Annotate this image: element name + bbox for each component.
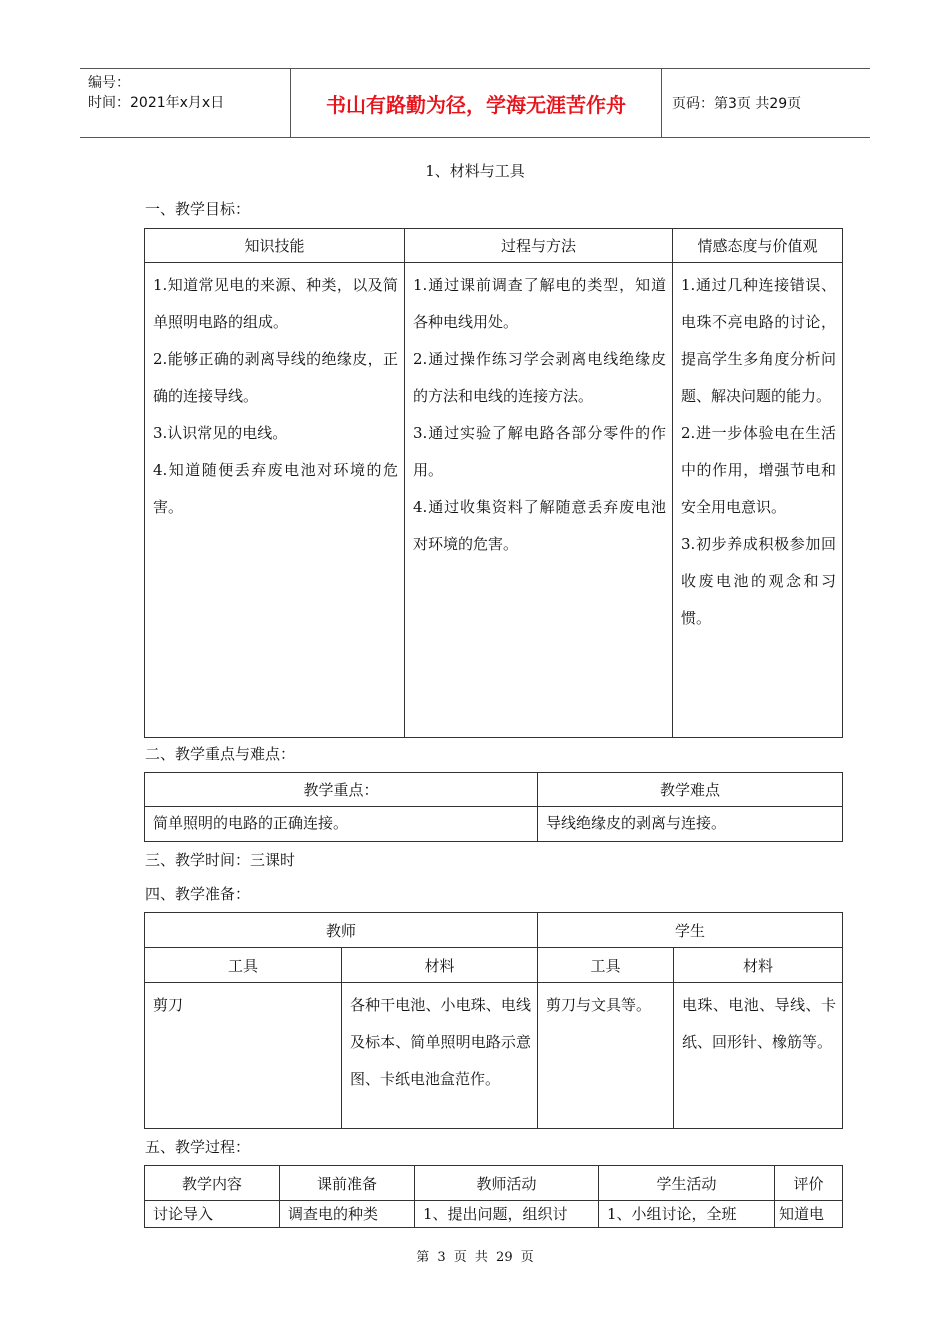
goals-process-cell [405, 263, 673, 738]
page-header [80, 68, 870, 138]
section-goals-heading: 一、教学目标： [145, 200, 251, 218]
key-difficulty-cell [538, 807, 843, 842]
header-motto: 书山有路勤为径，学海无涯苦作舟 [290, 69, 662, 137]
lesson-title: 1、材料与工具 [425, 162, 525, 180]
process-cell-text: 调查电的种类 [288, 1205, 379, 1223]
process-header-teacher: 教师活动 [415, 1166, 599, 1201]
goal-item: 3.初步养成积极参加回收废电池的观念和习惯。 [681, 535, 836, 627]
key-difficulty-text: 导线绝缘皮的剥离与连接。 [546, 814, 727, 832]
prep-teacher-tools-text: 剪刀 [153, 996, 184, 1014]
key-focus-cell [145, 807, 538, 842]
prep-student-tools-cell [538, 983, 674, 1129]
process-header-content: 教学内容 [145, 1166, 280, 1201]
process-cell-text: 1、提出问题，组织讨 [423, 1205, 568, 1223]
section-time-heading: 三、教学时间：三课时 [145, 851, 296, 869]
prep-teacher-tools-cell [145, 983, 342, 1129]
prep-teacher-materials-header: 材料 [342, 948, 538, 983]
prep-table [144, 912, 843, 1129]
doc-time-label: 时间：2021年x月x日 [88, 95, 225, 111]
prep-teacher-materials-cell [342, 983, 538, 1129]
goals-knowledge-cell [145, 263, 405, 738]
prep-teacher-header: 教师 [145, 913, 538, 948]
goal-item: 4.通过收集资料了解随意丢弃废电池对环境的危害。 [413, 498, 666, 553]
header-page-info: 页码：第3页 共29页 [672, 96, 802, 112]
process-cell [145, 1201, 280, 1228]
prep-student-tools-text: 剪刀与文具等。 [546, 996, 652, 1014]
process-table [144, 1165, 843, 1228]
goal-item: 1.通过课前调查了解电的类型，知道各种电线用处。 [413, 276, 666, 331]
goal-item: 3.通过实验了解电路各部分零件的作用。 [413, 424, 666, 479]
process-cell-text: 1、小组讨论，全班 [607, 1205, 737, 1223]
goal-item: 2.通过操作练习学会剥离电线绝缘皮的方法和电线的连接方法。 [413, 350, 666, 405]
key-focus-text: 简单照明的电路的正确连接。 [153, 814, 349, 832]
process-cell [415, 1201, 599, 1228]
prep-student-materials-header: 材料 [674, 948, 843, 983]
process-cell [599, 1201, 775, 1228]
goal-item: 1.通过几种连接错误、电珠不亮电路的讨论，提高学生多角度分析问题、解决问题的能力。 [681, 276, 836, 405]
page-footer: 第 3 页 共 29 页 [416, 1250, 534, 1265]
section-prep-heading: 四、教学准备： [145, 885, 251, 903]
prep-teacher-materials-text: 各种干电池、小电珠、电线及标本、简单照明电路示意图、卡纸电池盒范作。 [350, 996, 531, 1088]
prep-student-materials-cell [674, 983, 843, 1129]
goals-header-knowledge: 知识技能 [145, 229, 405, 263]
goals-header-process: 过程与方法 [405, 229, 673, 263]
prep-student-header: 学生 [538, 913, 843, 948]
goal-item: 3.认识常见的电线。 [153, 424, 288, 442]
process-header-eval: 评价 [775, 1166, 843, 1201]
key-header-focus: 教学重点： [145, 773, 538, 807]
prep-student-tools-header: 工具 [538, 948, 674, 983]
goal-item: 2.能够正确的剥离导线的绝缘皮，正确的连接导线。 [153, 350, 398, 405]
goals-table [144, 228, 843, 738]
goal-item: 4.知道随便丢弃废电池对环境的危害。 [153, 461, 398, 516]
process-header-prep: 课前准备 [280, 1166, 415, 1201]
prep-teacher-tools-header: 工具 [145, 948, 342, 983]
goals-attitude-cell [673, 263, 843, 738]
header-meta [80, 69, 290, 137]
process-cell-text: 讨论导入 [153, 1205, 214, 1223]
section-keypoints-heading: 二、教学重点与难点： [145, 745, 296, 763]
process-header-student: 学生活动 [599, 1166, 775, 1201]
process-cell-text: 知道电 [779, 1205, 825, 1223]
goals-header-attitude: 情感态度与价值观 [673, 229, 843, 263]
section-process-heading: 五、教学过程： [145, 1138, 251, 1156]
doc-number-label: 编号： [88, 75, 130, 91]
goal-item: 2.进一步体验电在生活中的作用，增强节电和安全用电意识。 [681, 424, 836, 516]
goal-item: 1.知道常见电的来源、种类，以及简单照明电路的组成。 [153, 276, 398, 331]
process-cell [280, 1201, 415, 1228]
prep-student-materials-text: 电珠、电池、导线、卡纸、回形针、橡筋等。 [682, 996, 836, 1051]
process-cell [775, 1201, 843, 1228]
key-header-difficulty: 教学难点 [538, 773, 843, 807]
keypoints-table [144, 772, 843, 842]
